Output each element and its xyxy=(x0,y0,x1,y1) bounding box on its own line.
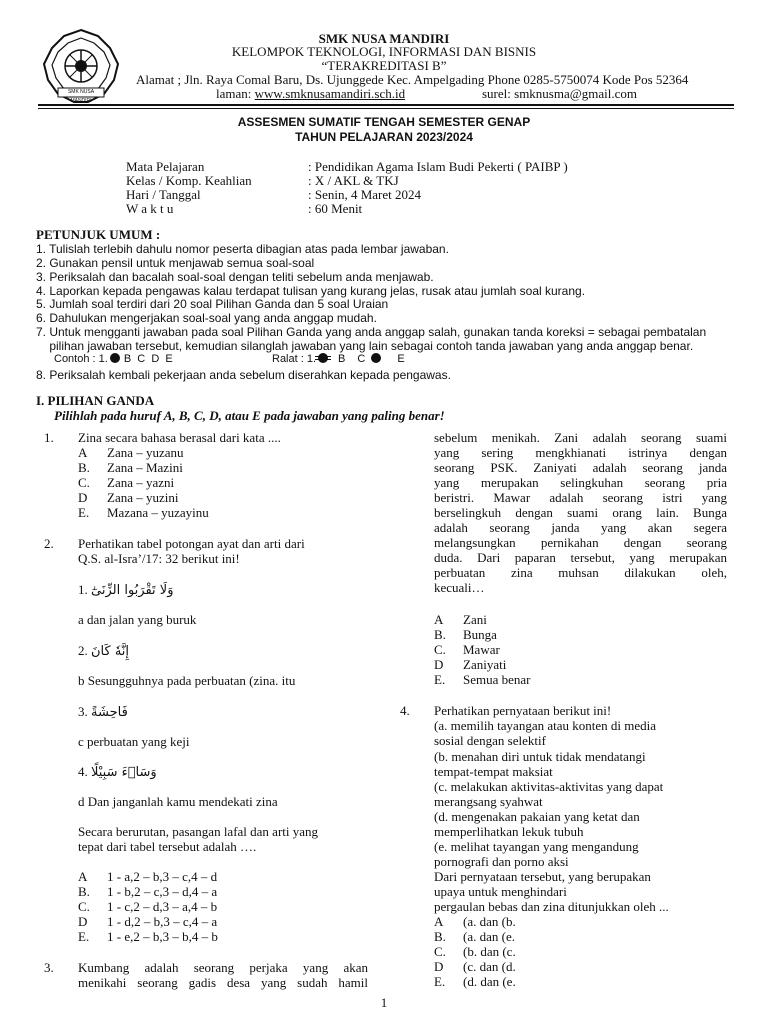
option-letter: E. xyxy=(434,974,446,989)
correction-b: B xyxy=(338,353,346,365)
filled-bubble-icon xyxy=(371,353,381,363)
option-text: (d. dan (e. xyxy=(463,974,516,989)
exam-title: ASSESMEN SUMATIF TENGAH SEMESTER GENAP xyxy=(237,115,531,129)
example-correction xyxy=(272,353,405,366)
question-text: pergaulan bebas dan zina ditunjukkan oleh ... xyxy=(434,899,669,914)
option-letter: E. xyxy=(78,505,90,520)
verse-meaning: d Dan janganlah kamu mendekati zina xyxy=(78,794,278,809)
verse-meaning: c perbuatan yang keji xyxy=(78,734,190,749)
instruction-item: 4. Laporkan kepada pengawas kalau terdapat tulisan yang kurang jelas, rusak atau jumlah soal kurang. xyxy=(36,284,586,298)
option-letter: A xyxy=(78,869,88,884)
verse-number: 3. xyxy=(78,704,88,719)
statement-text: (e. melihat tayangan yang mengandung xyxy=(434,839,639,854)
option-text: 1 - e,2 – b,3 – b,4 – b xyxy=(107,929,218,944)
example-options: B C D E xyxy=(123,353,173,365)
website-link[interactable]: www.smknusamandiri.sch.id xyxy=(254,86,406,101)
option-letter: A xyxy=(434,914,444,929)
option-text: Zana – yazni xyxy=(107,475,175,490)
option-letter: D xyxy=(434,657,444,672)
cancelled-bubble-icon xyxy=(318,353,328,363)
verse-row xyxy=(78,704,128,720)
option-text: 1 - c,2 – d,3 – a,4 – b xyxy=(107,899,218,914)
question-text: yang merupakan selingkuhan seorang pria xyxy=(434,475,727,490)
instruction-item: 5. Jumlah soal terdiri dari 20 soal Pilihan Ganda dan 5 soal Uraian xyxy=(36,297,389,311)
info-value: : X / AKL & TKJ xyxy=(308,173,399,188)
instruction-item: 6. Dahulukan mengerjakan soal-soal yang anda anggap mudah. xyxy=(36,311,377,325)
correction-label: Ralat : 1. xyxy=(272,353,317,365)
question-number: 3. xyxy=(44,960,54,975)
arabic-verse: وَسَاۤءَ سَبِيْلًا xyxy=(91,765,157,780)
option-text: Zani xyxy=(463,612,487,627)
question-prompt: Secara berurutan, pasangan lafal dan arti yang xyxy=(78,824,319,839)
info-label: Kelas / Komp. Keahlian xyxy=(126,173,252,188)
page-number: 1 xyxy=(380,995,388,1010)
option-letter: C. xyxy=(434,944,446,959)
web-row xyxy=(216,86,405,101)
info-value: : 60 Menit xyxy=(308,201,363,216)
statement-text: (a. memilih tayangan atau konten di media xyxy=(434,718,657,733)
info-value: : Pendidikan Agama Islam Budi Pekerti ( PAIBP ) xyxy=(308,159,568,174)
option-letter: D xyxy=(78,490,88,505)
question-text: berselingkuh dengan suami orang lain. Bunga xyxy=(434,505,727,520)
question-text: adalah seorang janda yang akan segera xyxy=(434,520,727,535)
question-text: seorang PSK. Zaniyati adalah seorang janda xyxy=(434,460,727,475)
option-text: Zana – yuzanu xyxy=(107,445,184,460)
option-text: 1 - a,2 – b,3 – c,4 – d xyxy=(107,869,218,884)
option-letter: B. xyxy=(78,884,90,899)
verse-row xyxy=(78,582,173,598)
instructions-heading: PETUNJUK UMUM : xyxy=(36,227,161,242)
example-correct xyxy=(54,353,173,366)
question-text: menikahi seorang gadis desa yang sudah hamil xyxy=(78,975,368,990)
statement-text: pornografi dan porno aksi xyxy=(434,854,569,869)
option-text: 1 - d,2 – b,3 – c,4 – a xyxy=(107,914,218,929)
option-text: (a. dan (b. xyxy=(463,914,516,929)
option-letter: B. xyxy=(434,627,446,642)
question-prompt: tepat dari tabel tersebut adalah …. xyxy=(78,839,257,854)
correction-e: E xyxy=(397,353,405,365)
option-text: 1 - b,2 – c,3 – d,4 – a xyxy=(107,884,218,899)
instruction-item: 8. Periksalah kembali pekerjaan anda sebelum diserahkan kepada pengawas. xyxy=(36,368,451,382)
statement-text: (d. mengenakan pakaian yang ketat dan xyxy=(434,809,640,824)
question-text: Q.S. al-Isra’/17: 32 berikut ini! xyxy=(78,551,240,566)
option-text: (b. dan (c. xyxy=(463,944,516,959)
option-text: Mawar xyxy=(463,642,500,657)
question-number: 4. xyxy=(400,703,410,718)
filled-bubble-icon xyxy=(110,353,120,363)
question-text: yang sering mengkhianati istrinya dengan xyxy=(434,445,727,460)
arabic-verse: فَاحِشَةً xyxy=(91,705,128,720)
instruction-item: pilihan jawaban tersebut, kemudian silanglah jawaban yang lain sebagai contoh tanda jawaban yang anda anggap benar. xyxy=(36,339,694,353)
option-letter: B. xyxy=(434,929,446,944)
verse-number: 4. xyxy=(78,764,88,779)
option-letter: E. xyxy=(434,672,446,687)
email-text: surel: smknusma@gmail.com xyxy=(482,86,637,101)
option-letter: C. xyxy=(78,475,90,490)
option-letter: D xyxy=(78,914,88,929)
section-heading: I. PILIHAN GANDA xyxy=(36,393,155,408)
info-label: Hari / Tanggal xyxy=(126,187,201,202)
arabic-verse: وَلَا تَقْرَبُوا الزِّنَىٰٓ xyxy=(91,583,174,598)
question-text: perbuatan zina muhsan dilakukan oleh, xyxy=(434,565,727,580)
instruction-item: 2. Gunakan pensil untuk menjawab semua soal-soal xyxy=(36,256,315,270)
option-letter: C. xyxy=(78,899,90,914)
school-name: SMK NUSA MANDIRI xyxy=(318,31,450,46)
question-number: 2. xyxy=(44,536,54,551)
header-rule-thin xyxy=(38,108,734,109)
statement-text: merangsang syahwat xyxy=(434,794,543,809)
question-text: melangsungkan pernikahan dengan seorang xyxy=(434,535,727,550)
section-instruction: Pilihlah pada huruf A, B, C, D, atau E pada jawaban yang paling benar! xyxy=(54,408,445,423)
statement-text: sosial dengan selektif xyxy=(434,733,546,748)
option-letter: C. xyxy=(434,642,446,657)
info-value: : Senin, 4 Maret 2024 xyxy=(308,187,422,202)
arabic-verse: إِنَّهٗ كَانَ xyxy=(91,644,130,659)
question-text: upaya untuk menghindari xyxy=(434,884,567,899)
instruction-item: 7. Untuk mengganti jawaban pada soal Pilihan Ganda yang anda anggap salah, gunakan tanda koreksi = sebagai pembatalan xyxy=(36,325,707,339)
question-text: Zina secara bahasa berasal dari kata .... xyxy=(78,430,281,445)
statement-text: tempat-tempat maksiat xyxy=(434,764,553,779)
option-text: Zaniyati xyxy=(463,657,507,672)
question-text: duda. Dari paparan tersebut, yang merupakan xyxy=(434,550,727,565)
verse-row xyxy=(78,764,157,780)
option-letter: A xyxy=(434,612,444,627)
info-label: W a k t u xyxy=(126,201,174,216)
question-text: Kumbang adalah seorang perjaka yang akan xyxy=(78,960,368,975)
statement-text: (b. menahan diri untuk tidak mendatangi xyxy=(434,749,646,764)
option-text: (a. dan (e. xyxy=(463,929,515,944)
instruction-item: 3. Periksalah dan bacalah soal-soal dengan teliti sebelum anda menjawab. xyxy=(36,270,434,284)
question-number: 1. xyxy=(44,430,54,445)
exam-year: TAHUN PELAJARAN 2023/2024 xyxy=(295,130,473,144)
school-group: KELOMPOK TEKNOLOGI, INFORMASI DAN BISNIS xyxy=(231,44,537,59)
option-letter: B. xyxy=(78,460,90,475)
option-text: (c. dan (d. xyxy=(463,959,516,974)
option-text: Zana – yuzini xyxy=(107,490,179,505)
example-label: Contoh : 1. xyxy=(54,353,108,365)
school-address: Alamat ; Jln. Raya Comal Baru, Ds. Ujunggede Kec. Ampelgading Phone 0285-5750074 Kode Pos 52364 xyxy=(136,72,689,87)
statement-text: memperlihatkan lekuk tubuh xyxy=(434,824,584,839)
question-text: Perhatikan tabel potongan ayat dan arti dari xyxy=(78,536,305,551)
option-text: Mazana – yuzayinu xyxy=(107,505,209,520)
option-text: Zana – Mazini xyxy=(107,460,183,475)
question-text: beristri. Mawar adalah seorang istri yang xyxy=(434,490,727,505)
question-text: Perhatikan pernyataan berikut ini! xyxy=(434,703,612,718)
verse-number: 2. xyxy=(78,643,88,658)
web-label: laman: xyxy=(216,86,252,101)
verse-meaning: b Sesungguhnya pada perbuatan (zina. itu xyxy=(78,673,296,688)
question-text: sebelum menikah. Zani adalah seorang suami xyxy=(434,430,727,445)
logo-text: SMK NUSA MANDIRI xyxy=(67,89,95,104)
statement-text: (c. melakukan aktivitas-aktivitas yang dapat xyxy=(434,779,664,794)
instruction-item: 1. Tulislah terlebih dahulu nomor peserta dibagian atas pada lembar jawaban. xyxy=(36,242,449,256)
option-text: Semua benar xyxy=(463,672,531,687)
question-text: Dari pernyataan tersebut, yang berupakan xyxy=(434,869,651,884)
info-label: Mata Pelajaran xyxy=(126,159,205,174)
accreditation: “TERAKREDITASI B” xyxy=(321,58,447,73)
option-letter: E. xyxy=(78,929,90,944)
verse-number: 1. xyxy=(78,582,88,597)
correction-c: C xyxy=(357,353,366,365)
verse-meaning: a dan jalan yang buruk xyxy=(78,612,197,627)
option-text: Bunga xyxy=(463,627,497,642)
verse-row xyxy=(78,643,129,659)
option-letter: D xyxy=(434,959,444,974)
option-letter: A xyxy=(78,445,88,460)
question-text: kecuali… xyxy=(434,580,485,595)
header-rule xyxy=(38,104,734,106)
